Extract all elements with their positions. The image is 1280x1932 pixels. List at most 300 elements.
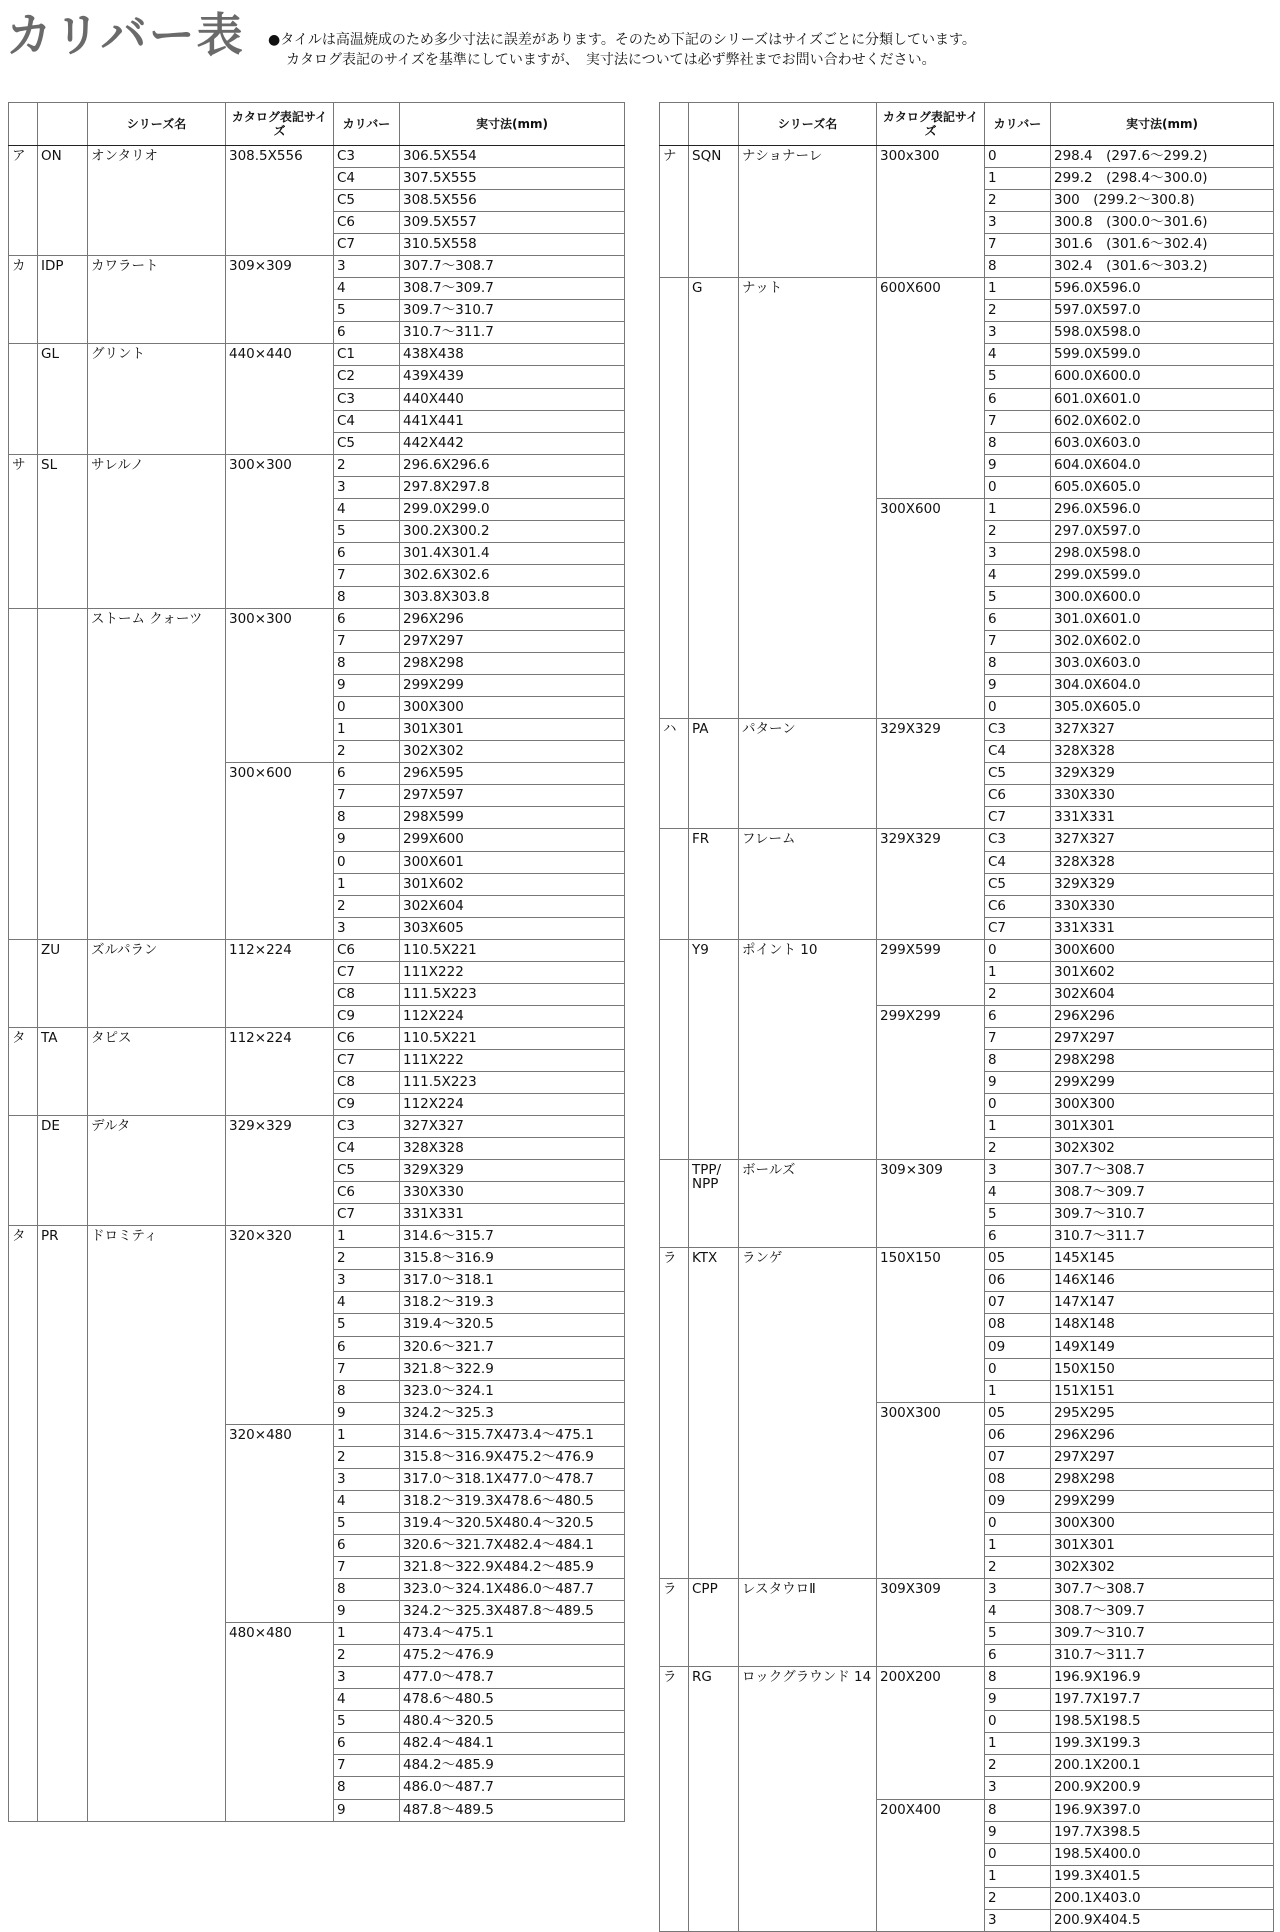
caliber-code: 8 — [334, 653, 400, 675]
series-code: PR — [38, 1226, 88, 1821]
caliber-code: 5 — [334, 520, 400, 542]
caliber-code: 2 — [334, 454, 400, 476]
kana-index — [9, 344, 38, 454]
caliber-code: C6 — [334, 1027, 400, 1049]
kana-index: ラ — [660, 1667, 689, 1932]
table-header-row — [9, 103, 625, 146]
caliber-code: 8 — [334, 1579, 400, 1601]
actual-size: 299X299 — [1051, 1071, 1274, 1093]
kana-index — [660, 829, 689, 939]
caliber-code: 06 — [985, 1270, 1051, 1292]
caliber-code: 8 — [334, 1777, 400, 1799]
actual-size: 331X331 — [1051, 917, 1274, 939]
actual-size: 200.9X404.5 — [1051, 1909, 1274, 1931]
actual-size: 297X297 — [1051, 1446, 1274, 1468]
table-row — [660, 829, 1274, 851]
actual-size: 598.0X598.0 — [1051, 322, 1274, 344]
table-row — [9, 454, 625, 476]
table-row — [660, 1160, 1274, 1182]
actual-size: 111X222 — [400, 961, 625, 983]
caliber-code: C7 — [334, 961, 400, 983]
actual-size: 299.0X299.0 — [400, 498, 625, 520]
actual-size: 438X438 — [400, 344, 625, 366]
caliber-code: 9 — [334, 675, 400, 697]
actual-size: 320.6～321.7 — [400, 1336, 625, 1358]
table-row — [9, 146, 625, 168]
actual-size: 307.7～308.7 — [400, 256, 625, 278]
actual-size: 150X150 — [1051, 1358, 1274, 1380]
caliber-code: 2 — [334, 1248, 400, 1270]
caliber-code: 9 — [985, 675, 1051, 697]
actual-size: 318.2～319.3 — [400, 1292, 625, 1314]
caliber-code: 5 — [334, 1711, 400, 1733]
caliber-code: 3 — [985, 542, 1051, 564]
caliber-code: 1 — [985, 1380, 1051, 1402]
caliber-code: 2 — [985, 190, 1051, 212]
actual-size: 147X147 — [1051, 1292, 1274, 1314]
series-code: CPP — [689, 1579, 739, 1667]
caliber-code: C3 — [985, 719, 1051, 741]
caliber-code: 9 — [985, 1071, 1051, 1093]
table-row — [660, 146, 1274, 168]
caliber-code: 2 — [334, 741, 400, 763]
caliber-code: C6 — [985, 785, 1051, 807]
caliber-code: 9 — [334, 1601, 400, 1623]
caliber-code: C4 — [985, 851, 1051, 873]
kana-header — [9, 103, 38, 146]
table-row — [9, 1116, 625, 1138]
caliber-code: 7 — [985, 631, 1051, 653]
caliber-code: C4 — [334, 1138, 400, 1160]
kana-index: ナ — [660, 146, 689, 278]
caliber-code: 5 — [334, 300, 400, 322]
caliber-code: 3 — [334, 1270, 400, 1292]
caliber-code: 4 — [334, 1689, 400, 1711]
actual-size: 300.0X600.0 — [1051, 586, 1274, 608]
series-code: ON — [38, 146, 88, 256]
caliber-code: 7 — [334, 1755, 400, 1777]
actual-size: 200.1X200.1 — [1051, 1755, 1274, 1777]
catalog-size: 300X300 — [877, 1402, 985, 1578]
actual-size: 300X300 — [1051, 1094, 1274, 1116]
caliber-code: C4 — [985, 741, 1051, 763]
caliber-code: 1 — [985, 168, 1051, 190]
actual-size: 307.5X555 — [400, 168, 625, 190]
table-row — [660, 1667, 1274, 1689]
caliber-code: 7 — [985, 234, 1051, 256]
table-row — [9, 1226, 625, 1248]
actual-size: 301X602 — [1051, 961, 1274, 983]
actual-size: 309.7～310.7 — [1051, 1204, 1274, 1226]
notes — [268, 30, 976, 70]
caliber-code: C3 — [334, 146, 400, 168]
actual-size: 299.0X599.0 — [1051, 564, 1274, 586]
caliber-code: 0 — [985, 476, 1051, 498]
caliber-code: 1 — [985, 1116, 1051, 1138]
caliber-header: カリバー — [334, 103, 400, 146]
actual-size: 298.0X598.0 — [1051, 542, 1274, 564]
actual-size: 320.6～321.7X482.4～484.1 — [400, 1534, 625, 1556]
actual-size: 440X440 — [400, 388, 625, 410]
caliber-code: 7 — [334, 1557, 400, 1579]
actual-size: 308.7～309.7 — [1051, 1601, 1274, 1623]
caliber-code: 8 — [334, 586, 400, 608]
series-name: グリント — [88, 344, 226, 454]
actual-size: 302X302 — [1051, 1138, 1274, 1160]
actual-size: 482.4～484.1 — [400, 1733, 625, 1755]
actual-size: 330X330 — [400, 1182, 625, 1204]
caliber-code: 4 — [985, 1182, 1051, 1204]
table-row — [9, 344, 625, 366]
caliber-code: C7 — [334, 234, 400, 256]
caliber-code: 2 — [985, 1755, 1051, 1777]
actual-size: 146X146 — [1051, 1270, 1274, 1292]
actual-size: 318.2～319.3X478.6～480.5 — [400, 1490, 625, 1512]
actual-size: 480.4～320.5 — [400, 1711, 625, 1733]
caliber-code: 6 — [334, 1733, 400, 1755]
actual-size: 112X224 — [400, 1005, 625, 1027]
caliber-code: 6 — [985, 388, 1051, 410]
caliber-code: 05 — [985, 1402, 1051, 1424]
actual-size: 302X302 — [400, 741, 625, 763]
series-code: RG — [689, 1667, 739, 1932]
actual-size: 111X222 — [400, 1049, 625, 1071]
catalog-size: 300×300 — [226, 608, 334, 762]
caliber-code: 0 — [985, 1843, 1051, 1865]
caliber-code: C2 — [334, 366, 400, 388]
caliber-code: 5 — [334, 1314, 400, 1336]
caliber-code: 2 — [334, 1645, 400, 1667]
actual-size: 475.2～476.9 — [400, 1645, 625, 1667]
caliber-code: 5 — [985, 1204, 1051, 1226]
page-title: カリバー表 — [6, 8, 245, 62]
actual-size: 487.8～489.5 — [400, 1799, 625, 1821]
actual-size: 299X600 — [400, 829, 625, 851]
series-name: デルタ — [88, 1116, 226, 1226]
actual-size: 297X597 — [400, 785, 625, 807]
actual-size: 302.4 (301.6～303.2) — [1051, 256, 1274, 278]
actual-size: 317.0～318.1X477.0～478.7 — [400, 1468, 625, 1490]
caliber-code: 3 — [985, 1160, 1051, 1182]
caliber-code: C5 — [334, 432, 400, 454]
caliber-code: C4 — [334, 410, 400, 432]
actual-size: 599.0X599.0 — [1051, 344, 1274, 366]
caliber-code: C5 — [985, 763, 1051, 785]
catalog-size: 112×224 — [226, 1027, 334, 1115]
actual-size: 299.2 (298.4～300.0) — [1051, 168, 1274, 190]
actual-size: 596.0X596.0 — [1051, 278, 1274, 300]
caliber-code: 1 — [334, 1424, 400, 1446]
caliber-code: C9 — [334, 1094, 400, 1116]
caliber-code: C7 — [334, 1204, 400, 1226]
kana-index: カ — [9, 256, 38, 344]
series-name: ボールズ — [739, 1160, 877, 1248]
actual-size: 319.4～320.5 — [400, 1314, 625, 1336]
actual-size: 197.7X197.7 — [1051, 1689, 1274, 1711]
actual-size: 329X329 — [400, 1160, 625, 1182]
actual-size: 301X602 — [400, 873, 625, 895]
catalog-size: 200X200 — [877, 1667, 985, 1799]
catalog-size: 329×329 — [226, 1116, 334, 1226]
caliber-code: 3 — [985, 212, 1051, 234]
series-name: ナショナーレ — [739, 146, 877, 278]
caliber-code: 0 — [985, 1512, 1051, 1534]
caliber-code: C5 — [334, 1160, 400, 1182]
caliber-code: C8 — [334, 1071, 400, 1093]
catalog-size: 309×309 — [877, 1160, 985, 1248]
actual-size: 314.6～315.7 — [400, 1226, 625, 1248]
actual-size: 604.0X604.0 — [1051, 454, 1274, 476]
actual-size: 328X328 — [1051, 851, 1274, 873]
catalog-size: 309×309 — [226, 256, 334, 344]
caliber-code: 1 — [334, 1623, 400, 1645]
table-row — [9, 256, 625, 278]
series-code: PA — [689, 719, 739, 829]
caliber-code: 4 — [334, 498, 400, 520]
actual-size: 321.8～322.9X484.2～485.9 — [400, 1557, 625, 1579]
caliber-code: 1 — [334, 873, 400, 895]
series-name: ズルパラン — [88, 939, 226, 1027]
actual-size: 309.7～310.7 — [400, 300, 625, 322]
caliber-code: 1 — [985, 1534, 1051, 1556]
actual-size: 323.0～324.1 — [400, 1380, 625, 1402]
actual-size: 196.9X196.9 — [1051, 1667, 1274, 1689]
caliber-code: 2 — [985, 520, 1051, 542]
actual-size: 198.5X400.0 — [1051, 1843, 1274, 1865]
actual-size: 149X149 — [1051, 1336, 1274, 1358]
actual-size: 601.0X601.0 — [1051, 388, 1274, 410]
catalog-size: 320×320 — [226, 1226, 334, 1424]
caliber-code: 06 — [985, 1424, 1051, 1446]
caliber-code: 0 — [985, 1094, 1051, 1116]
actual-size: 317.0～318.1 — [400, 1270, 625, 1292]
actual-size: 200.1X403.0 — [1051, 1887, 1274, 1909]
caliber-code: 6 — [334, 608, 400, 630]
caliber-code: 5 — [985, 366, 1051, 388]
actual-size: 300.2X300.2 — [400, 520, 625, 542]
actual-size: 315.8～316.9X475.2～476.9 — [400, 1446, 625, 1468]
actual-size: 110.5X221 — [400, 939, 625, 961]
actual-size: 302X302 — [1051, 1557, 1274, 1579]
actual-size: 296X296 — [1051, 1424, 1274, 1446]
actual-size: 295X295 — [1051, 1402, 1274, 1424]
actual-size: 324.2～325.3 — [400, 1402, 625, 1424]
series-code: SQN — [689, 146, 739, 278]
table-row — [660, 278, 1274, 300]
actual-size: 308.7～309.7 — [1051, 1182, 1274, 1204]
table-row — [660, 1248, 1274, 1270]
actual-size: 327X327 — [1051, 829, 1274, 851]
series-code: Y9 — [689, 939, 739, 1159]
kana-index: ラ — [660, 1579, 689, 1667]
catalog-size: 308.5X556 — [226, 146, 334, 256]
caliber-code: 2 — [334, 1446, 400, 1468]
series-code: GL — [38, 344, 88, 454]
caliber-code: C7 — [985, 917, 1051, 939]
series-code: IDP — [38, 256, 88, 344]
actual-size: 296.6X296.6 — [400, 454, 625, 476]
caliber-code: 07 — [985, 1292, 1051, 1314]
actual-size: 328X328 — [1051, 741, 1274, 763]
caliber-code: 2 — [985, 1138, 1051, 1160]
actual-size: 302.0X602.0 — [1051, 631, 1274, 653]
kana-index — [9, 1116, 38, 1226]
caliber-code: 08 — [985, 1468, 1051, 1490]
table-row — [9, 939, 625, 961]
caliber-code: 3 — [985, 1909, 1051, 1931]
actual-size: 308.5X556 — [400, 190, 625, 212]
actual-size: 296X296 — [1051, 1005, 1274, 1027]
table-row — [660, 1579, 1274, 1601]
actual-size: 299X299 — [1051, 1490, 1274, 1512]
code-header — [38, 103, 88, 146]
table-row — [9, 1027, 625, 1049]
series-name: タピス — [88, 1027, 226, 1115]
caliber-code: 3 — [334, 1667, 400, 1689]
caliber-code: 9 — [334, 829, 400, 851]
caliber-code: 6 — [334, 1534, 400, 1556]
caliber-code: 4 — [334, 1490, 400, 1512]
actual-size: 301.0X601.0 — [1051, 608, 1274, 630]
actual-size: 484.2～485.9 — [400, 1755, 625, 1777]
caliber-table-left — [8, 102, 625, 1822]
caliber-code: 3 — [334, 256, 400, 278]
actual-size: 307.7～308.7 — [1051, 1160, 1274, 1182]
caliber-code: 2 — [334, 895, 400, 917]
caliber-code: 3 — [334, 1468, 400, 1490]
caliber-code: 4 — [985, 1601, 1051, 1623]
caliber-code: 1 — [334, 1226, 400, 1248]
series-code: ZU — [38, 939, 88, 1027]
caliber-code: 8 — [985, 256, 1051, 278]
actual-size: 478.6～480.5 — [400, 1689, 625, 1711]
catalog-size: 329X329 — [877, 719, 985, 829]
actual-size: 301.4X301.4 — [400, 542, 625, 564]
actual-size: 296X595 — [400, 763, 625, 785]
caliber-code: 7 — [985, 410, 1051, 432]
caliber-code: 0 — [334, 697, 400, 719]
actual-size: 439X439 — [400, 366, 625, 388]
kana-index: タ — [9, 1226, 38, 1821]
caliber-code: C4 — [334, 168, 400, 190]
kana-index — [660, 939, 689, 1159]
catalog-size: 150X150 — [877, 1248, 985, 1402]
actual-size: 303.8X303.8 — [400, 586, 625, 608]
actual-size: 298X599 — [400, 807, 625, 829]
actual-size: 302X604 — [1051, 983, 1274, 1005]
caliber-code: 05 — [985, 1248, 1051, 1270]
caliber-code: C3 — [985, 829, 1051, 851]
caliber-code: 9 — [985, 1821, 1051, 1843]
actual-size: 199.3X199.3 — [1051, 1733, 1274, 1755]
series-code: TPP/ NPP — [689, 1160, 739, 1248]
caliber-code: 6 — [985, 608, 1051, 630]
actual-size: 297X297 — [1051, 1027, 1274, 1049]
actual-size: 296.0X596.0 — [1051, 498, 1274, 520]
caliber-code: C1 — [334, 344, 400, 366]
series-name: フレーム — [739, 829, 877, 939]
series-name: ストーム クォーツ — [88, 608, 226, 939]
series-header: シリーズ名 — [739, 103, 877, 146]
caliber-code: 1 — [985, 1733, 1051, 1755]
series-name: オンタリオ — [88, 146, 226, 256]
kana-index: ラ — [660, 1248, 689, 1579]
caliber-code: 9 — [334, 1799, 400, 1821]
actual-size: 310.7～311.7 — [1051, 1645, 1274, 1667]
caliber-code: 2 — [985, 1557, 1051, 1579]
caliber-code: 6 — [334, 322, 400, 344]
actual-size: 300 (299.2～300.8) — [1051, 190, 1274, 212]
actual-size: 477.0～478.7 — [400, 1667, 625, 1689]
caliber-code: C3 — [334, 388, 400, 410]
actual-size: 319.4～320.5X480.4～320.5 — [400, 1512, 625, 1534]
caliber-code: C7 — [985, 807, 1051, 829]
table-row — [9, 608, 625, 630]
caliber-code: 9 — [985, 454, 1051, 476]
actual-size: 307.7～308.7 — [1051, 1579, 1274, 1601]
caliber-code: C9 — [334, 1005, 400, 1027]
actual-size: 301X301 — [1051, 1116, 1274, 1138]
actual-size: 298.4 (297.6～299.2) — [1051, 146, 1274, 168]
series-header: シリーズ名 — [88, 103, 226, 146]
kana-index: ア — [9, 146, 38, 256]
actual-size: 306.5X554 — [400, 146, 625, 168]
caliber-code: 08 — [985, 1314, 1051, 1336]
actual-size: 300X300 — [1051, 1512, 1274, 1534]
series-name: パターン — [739, 719, 877, 829]
actual-size: 331X331 — [1051, 807, 1274, 829]
caliber-code: 9 — [985, 1689, 1051, 1711]
series-name: ナット — [739, 278, 877, 719]
catalog-size: 440×440 — [226, 344, 334, 454]
actual-size: 473.4～475.1 — [400, 1623, 625, 1645]
caliber-code: C6 — [334, 212, 400, 234]
caliber-code: 8 — [985, 1667, 1051, 1689]
actual-size: 605.0X605.0 — [1051, 476, 1274, 498]
actual-size: 200.9X200.9 — [1051, 1777, 1274, 1799]
caliber-code: 8 — [334, 1380, 400, 1402]
actual-size: 308.7～309.7 — [400, 278, 625, 300]
series-code — [38, 608, 88, 939]
caliber-code: 6 — [334, 1336, 400, 1358]
catalog-size: 112×224 — [226, 939, 334, 1027]
actual-size: 305.0X605.0 — [1051, 697, 1274, 719]
actual-size: 112X224 — [400, 1094, 625, 1116]
caliber-code: 2 — [985, 983, 1051, 1005]
actual-size: 330X330 — [1051, 785, 1274, 807]
actual-size: 330X330 — [1051, 895, 1274, 917]
actual-size: 297.8X297.8 — [400, 476, 625, 498]
caliber-code: 7 — [334, 785, 400, 807]
actual-size: 321.8～322.9 — [400, 1358, 625, 1380]
actual-size: 600.0X600.0 — [1051, 366, 1274, 388]
actual-size: 602.0X602.0 — [1051, 410, 1274, 432]
actual-size: 300X601 — [400, 851, 625, 873]
caliber-code: 0 — [985, 939, 1051, 961]
actual-size: 331X331 — [400, 1204, 625, 1226]
actual-size: 298X298 — [1051, 1468, 1274, 1490]
caliber-code: 1 — [334, 719, 400, 741]
code-header — [689, 103, 739, 146]
actual-size: 309.5X557 — [400, 212, 625, 234]
series-name: カワラート — [88, 256, 226, 344]
caliber-code: C6 — [334, 939, 400, 961]
actual-size: 597.0X597.0 — [1051, 300, 1274, 322]
catalog-size: 300×600 — [226, 763, 334, 939]
caliber-code: C6 — [334, 1182, 400, 1204]
actual-size: 310.5X558 — [400, 234, 625, 256]
actual-size: 302.6X302.6 — [400, 564, 625, 586]
